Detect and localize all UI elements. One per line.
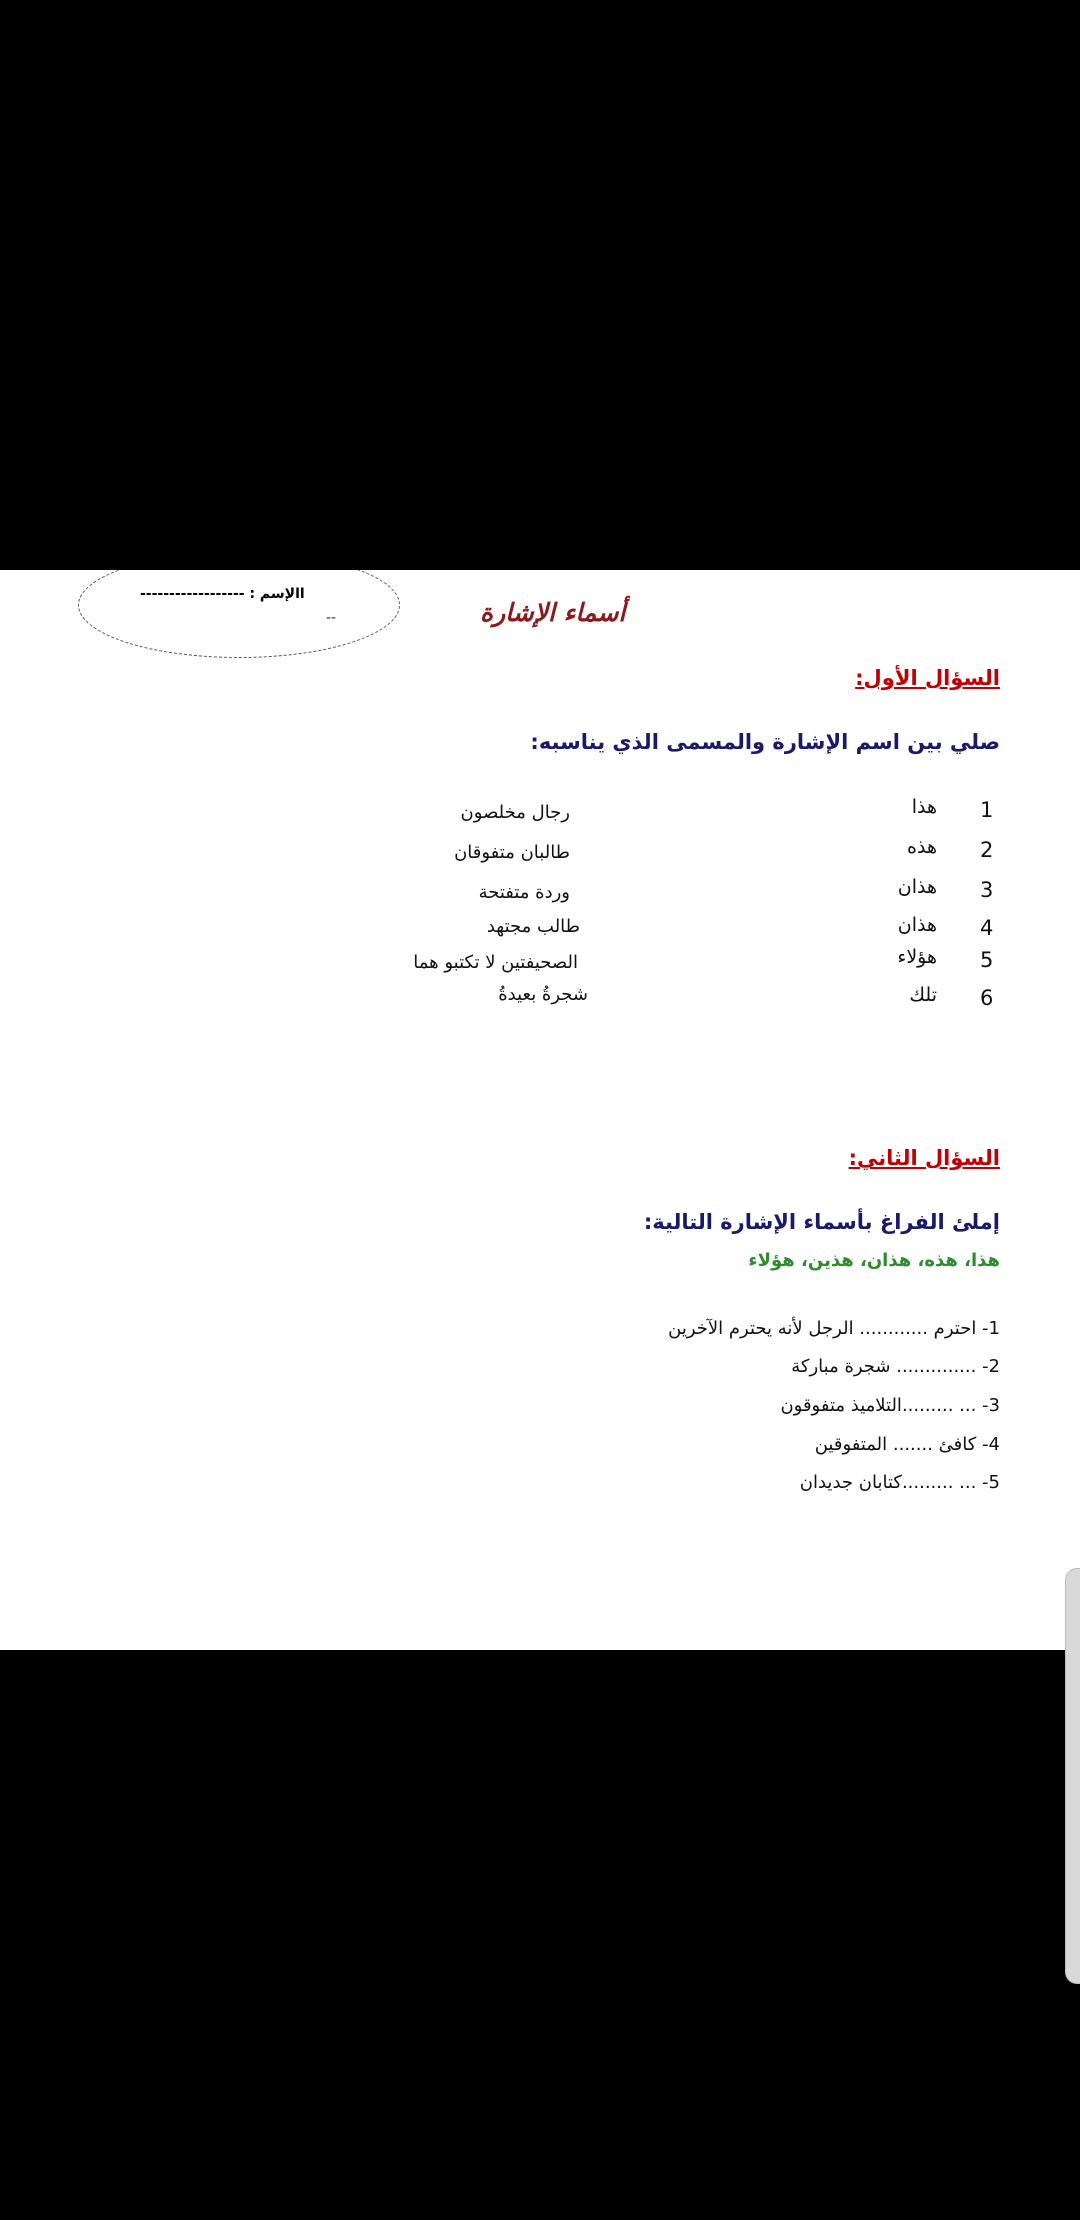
row-number: 4	[980, 916, 994, 940]
demonstrative: هؤلاء	[897, 946, 937, 968]
noun-phrase: طالب مجتهد	[486, 916, 580, 937]
fill-sentence: 2- .............. شجرة مباركة	[791, 1356, 1000, 1377]
question1-instruction: صلي بين اسم الإشارة والمسمى الذي يناسبه:	[530, 730, 1000, 754]
fill-sentence: 5- ... .........كتابان جديدان	[799, 1472, 1000, 1493]
name-ellipse	[78, 570, 400, 658]
noun-phrase: طالبان متفوقان	[454, 842, 570, 863]
demonstrative: هذا	[911, 796, 937, 818]
page-title: أسماء الإشارة	[480, 598, 626, 627]
question2-instruction: إملئ الفراغ بأسماء الإشارة التالية:	[643, 1210, 1000, 1234]
noun-phrase: وردة متفتحة	[478, 882, 570, 903]
fill-sentence: 1- احترم ............ الرجل لأنه يحترم الآخرين	[668, 1318, 1000, 1339]
demonstrative: هذان	[897, 876, 937, 898]
row-number: 3	[980, 878, 994, 902]
demonstrative: هذه	[907, 836, 937, 858]
row-number: 2	[980, 838, 994, 862]
demonstrative: هذان	[897, 914, 937, 936]
row-number: 5	[980, 948, 994, 972]
row-number: 1	[980, 798, 994, 822]
noun-phrase: شجرةُ بعيدةُ	[498, 984, 588, 1005]
demonstratives-word-bank: هذا، هذه، هذان، هذين، هؤلاء	[748, 1250, 1000, 1271]
row-number: 6	[980, 986, 994, 1010]
worksheet-page	[0, 570, 1080, 1650]
noun-phrase: رجال مخلصون	[460, 802, 570, 823]
fill-sentence: 4- كافئ ....... المتفوقين	[814, 1434, 1000, 1455]
question2-heading: السؤال الثاني:	[848, 1146, 1000, 1170]
name-dashes: --	[326, 610, 337, 626]
demonstrative: تلك	[909, 984, 937, 1006]
fill-sentence: 3- ... .........التلاميذ متفوقون	[780, 1395, 1000, 1416]
scrollbar-handle[interactable]	[1065, 1568, 1080, 1984]
question1-heading: السؤال الأول:	[855, 666, 1000, 690]
name-label: االإسم : ------------------	[140, 586, 305, 602]
noun-phrase: الصحيفتين لا تكتبو هما	[413, 952, 578, 973]
